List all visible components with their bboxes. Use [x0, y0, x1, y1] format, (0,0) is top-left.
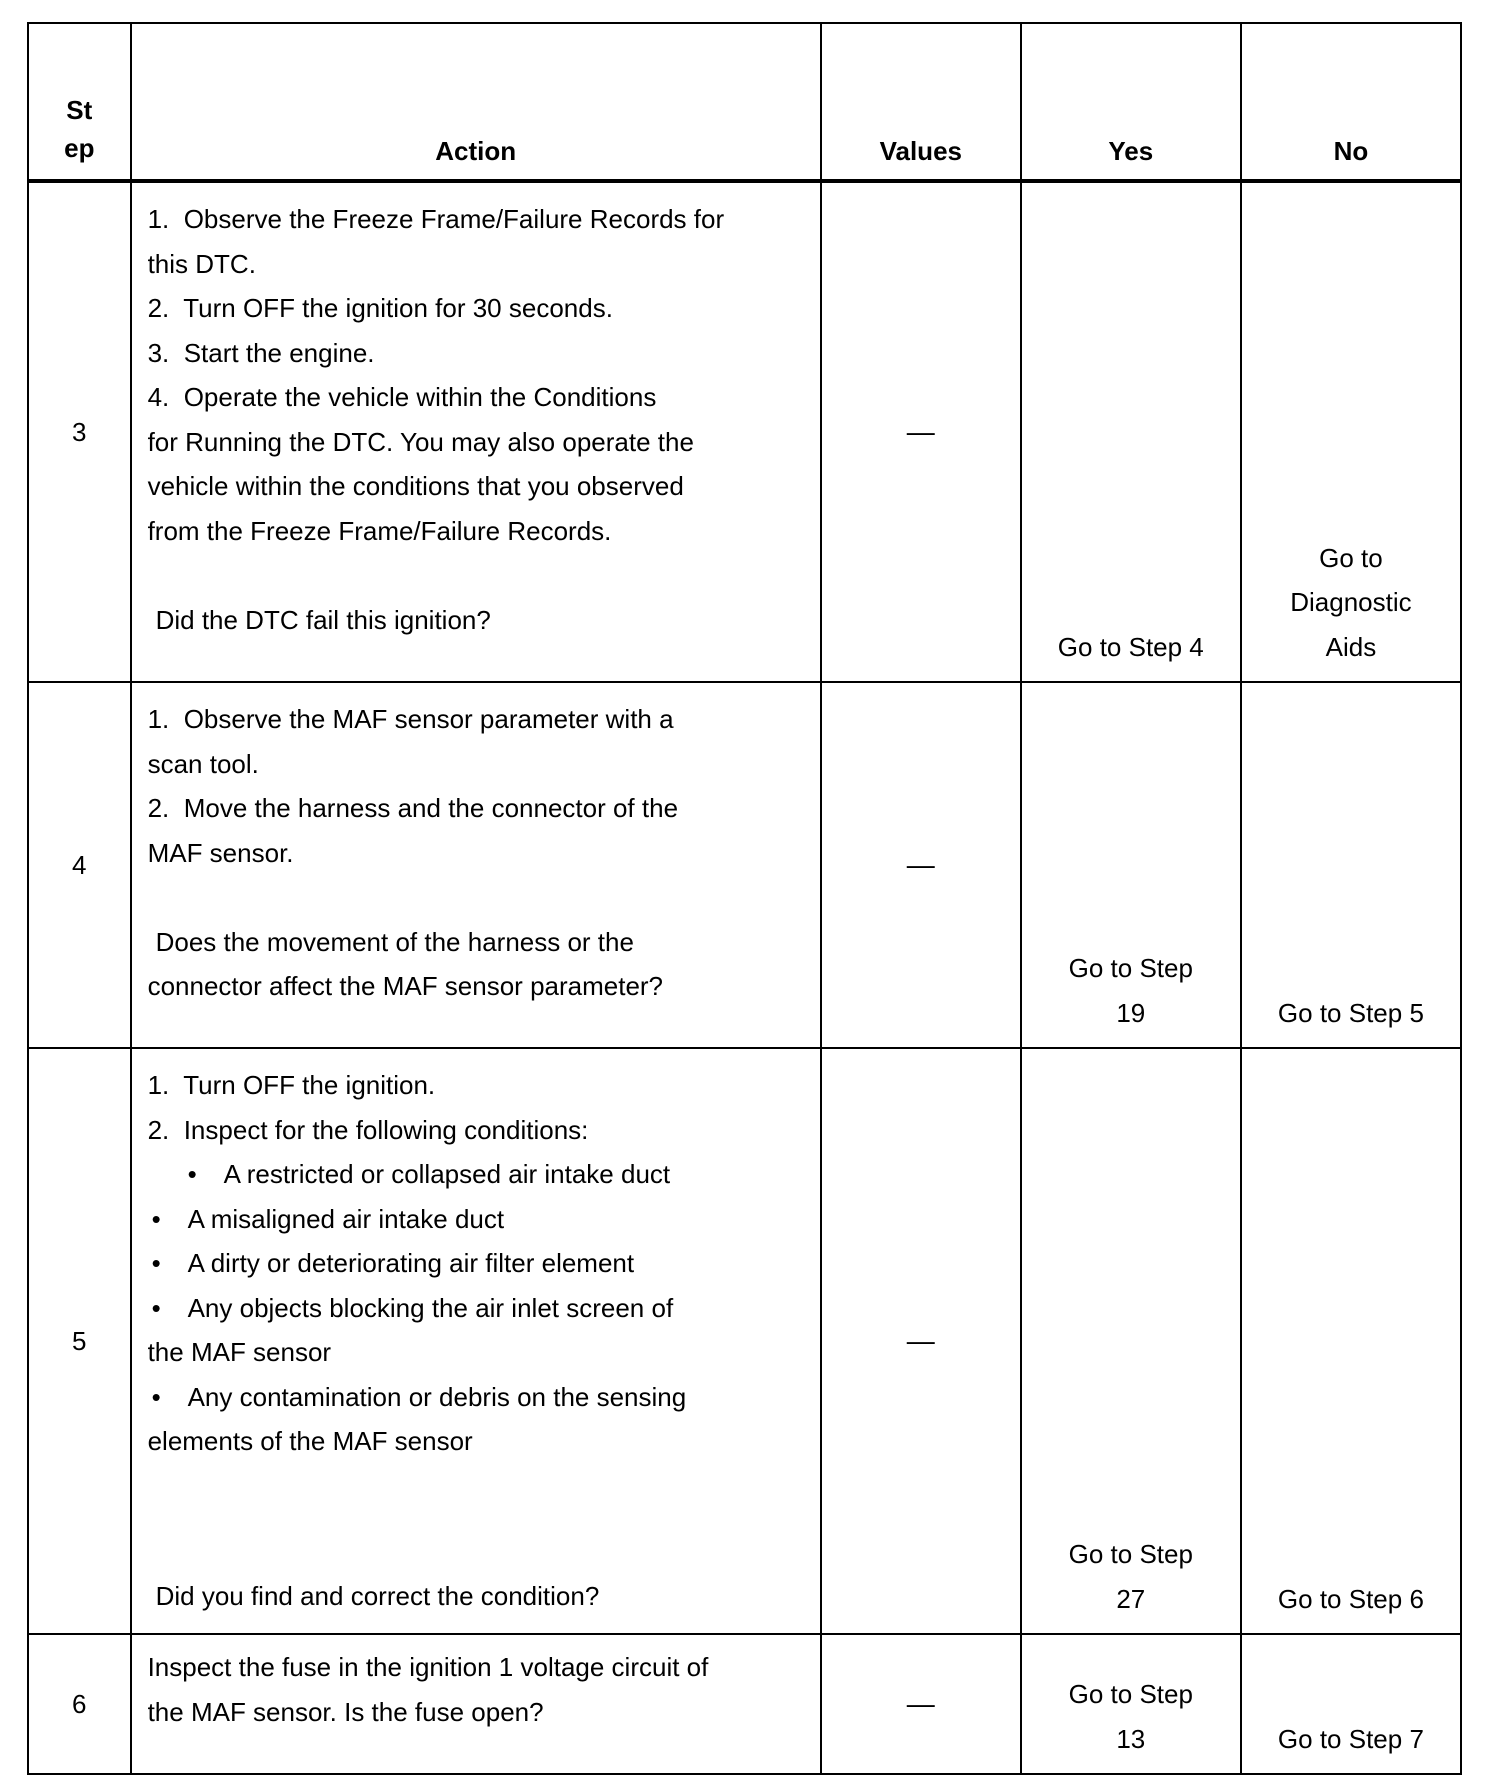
values-cell: — — [821, 682, 1021, 1048]
values-cell: — — [821, 181, 1021, 682]
action-line: the MAF sensor — [147, 1337, 332, 1367]
action-question: connector affect the MAF sensor parameter? — [147, 971, 664, 1001]
header-no: No — [1241, 23, 1461, 181]
action-question: Does the movement of the harness or the — [155, 926, 634, 957]
action-cell — [131, 1048, 821, 1634]
action-line: 2. Inspect for the following conditions: — [147, 1114, 589, 1145]
action-line: 1. Turn OFF the ignition. — [147, 1070, 436, 1100]
values-cell: — — [821, 1634, 1021, 1774]
action-line: 4. Operate the vehicle within the Conditions — [147, 382, 657, 412]
action-line: this DTC. — [147, 248, 256, 279]
diagnostic-table — [27, 22, 1462, 1775]
no-cell: Go to Step 7 — [1241, 1634, 1461, 1774]
yes-cell: Go to Step 19 — [1021, 682, 1241, 1048]
table-row — [28, 682, 1461, 1048]
action-line: 1. Observe the Freeze Frame/Failure Records for — [147, 204, 725, 234]
header-values: Values — [821, 23, 1021, 181]
bullet-icon: • — [151, 1292, 161, 1323]
no-cell: Go to Step 5 — [1241, 682, 1461, 1048]
bullet-item: • Any contamination or debris on the sensing — [148, 1375, 808, 1420]
step-number: 5 — [28, 1048, 131, 1634]
bullet-icon: • — [187, 1159, 197, 1189]
action-line: 3. Start the engine. — [147, 337, 375, 368]
yes-cell: Go to Step 4 — [1021, 181, 1241, 682]
action-line: the MAF sensor. Is the fuse open? — [147, 1696, 544, 1727]
action-line: MAF sensor. — [147, 837, 294, 868]
table-row — [28, 1048, 1461, 1634]
header-row — [28, 23, 1461, 181]
action-line: 1. Observe the MAF sensor parameter with a — [147, 704, 674, 734]
step-number: 6 — [28, 1634, 131, 1774]
action-line: Inspect the fuse in the ignition 1 voltage circuit of — [147, 1652, 709, 1682]
action-line: for Running the DTC. You may also operate the — [147, 426, 694, 457]
yes-cell: Go to Step 13 — [1021, 1634, 1241, 1774]
action-question: Did you find and correct the condition? — [155, 1581, 600, 1611]
action-line: elements of the MAF sensor — [147, 1426, 473, 1456]
bullet-item: • Any objects blocking the air inlet screen of — [148, 1286, 808, 1331]
action-question: Did the DTC fail this ignition? — [155, 604, 491, 635]
action-line: vehicle within the conditions that you observed — [147, 471, 684, 501]
bullet-item: • A misaligned air intake duct — [148, 1197, 808, 1242]
action-line: scan tool. — [147, 748, 259, 779]
bullet-icon: • — [151, 1203, 161, 1234]
no-cell: Go to Step 6 — [1241, 1048, 1461, 1634]
action-line: from the Freeze Frame/Failure Records. — [147, 515, 612, 546]
action-cell — [131, 1634, 821, 1774]
table-row — [28, 181, 1461, 682]
yes-cell: Go to Step 27 — [1021, 1048, 1241, 1634]
step-number: 3 — [28, 181, 131, 682]
bullet-item: • A dirty or deteriorating air filter element — [148, 1241, 808, 1286]
table-row — [28, 1634, 1461, 1774]
step-number: 4 — [28, 682, 131, 1048]
action-cell — [131, 682, 821, 1048]
header-yes: Yes — [1021, 23, 1241, 181]
bullet-icon: • — [151, 1381, 161, 1412]
action-line: 2. Turn OFF the ignition for 30 seconds. — [147, 293, 613, 323]
bullet-icon: • — [151, 1248, 161, 1278]
no-cell: Go to Diagnostic Aids — [1241, 181, 1461, 682]
header-step: St ep — [28, 23, 131, 181]
header-action: Action — [131, 23, 821, 181]
action-line: 2. Move the harness and the connector of the — [147, 793, 679, 823]
values-cell: — — [821, 1048, 1021, 1634]
action-cell — [131, 181, 821, 682]
bullet-item: • A restricted or collapsed air intake duct — [148, 1152, 808, 1197]
